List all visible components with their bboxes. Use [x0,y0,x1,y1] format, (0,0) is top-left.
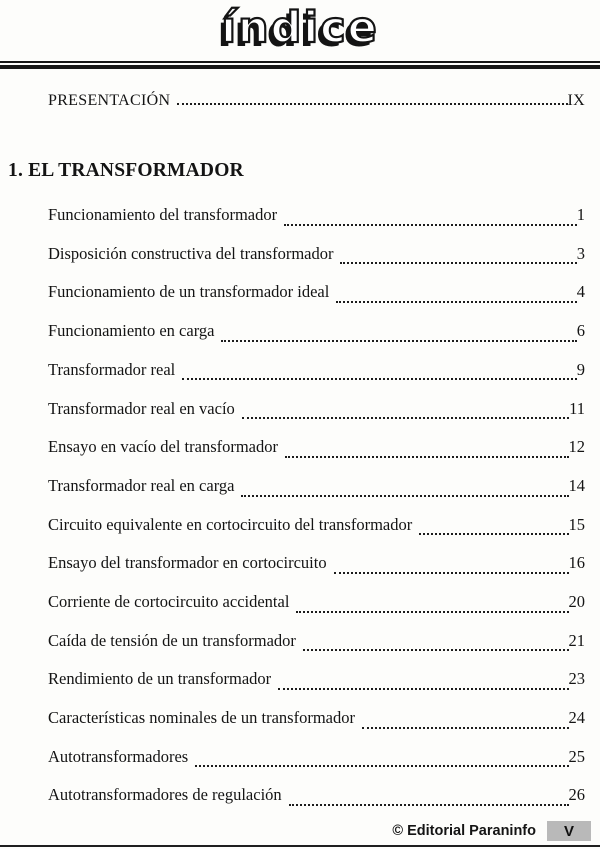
entry-label: Transformador real [48,359,176,379]
entry-label: PRESENTACIÓN [48,92,171,109]
dot-leader [242,417,569,419]
toc-entry [48,544,585,583]
toc-entry-list [48,196,585,815]
entry-page-number: 12 [568,437,585,457]
toc-entry [48,389,585,428]
toc-entry [48,506,585,545]
toc-entry-presentacion [48,92,585,110]
dot-leader [289,804,569,806]
entry-page-number: 15 [568,514,585,534]
toc-entry [48,235,585,274]
page-number-badge: V [547,821,591,841]
toc-entry [48,776,585,815]
entry-page-number: 4 [576,282,585,302]
entry-page-number: 9 [576,359,585,379]
entry-page-number: 23 [568,669,585,689]
toc-entry [48,622,585,661]
chapter-heading: 1. EL TRANSFORMADOR [8,160,244,181]
entry-label: Caída de tensión de un transformador [48,630,296,650]
dot-leader [182,378,577,380]
dot-leader [419,533,568,535]
entry-label: Transformador real en carga [48,475,235,495]
entry-label: Funcionamiento de un transformador ideal [48,282,330,302]
entry-label: Funcionamiento en carga [48,321,215,341]
toc-entry [48,660,585,699]
dot-leader [195,765,568,767]
dot-leader [177,103,567,105]
toc-entry [48,312,585,351]
entry-page-number: 20 [568,591,585,611]
entry-label: Autotransformadores de regulación [48,785,282,805]
page-footer [392,821,591,841]
entry-label: Circuito equivalente en cortocircuito del transformador [48,514,413,534]
entry-label: Disposición constructiva del transformador [48,243,334,263]
dot-leader [303,649,569,651]
page-title: índice [221,3,379,53]
entry-page-number: 24 [568,708,585,728]
bottom-rule [0,845,600,847]
entry-label: Ensayo en vacío del transformador [48,437,279,457]
entry-page-number: 16 [568,553,585,573]
toc-entry [48,273,585,312]
entry-page-number: 6 [576,321,585,341]
dot-leader [336,301,576,303]
copyright-text: © Editorial Paraninfo [392,823,536,839]
dot-leader [334,572,569,574]
entry-page-number: 14 [568,475,585,495]
entry-page-number: 21 [568,630,585,650]
toc-entry [48,351,585,390]
toc-entry [48,428,585,467]
entry-page-number: 11 [569,398,585,418]
toc-entry [48,738,585,777]
dot-leader [362,727,569,729]
dot-leader [296,611,568,613]
entry-page-number: 1 [576,205,585,225]
entry-page-number: 3 [576,243,585,263]
entry-label: Funcionamiento del transformador [48,205,278,225]
dot-leader [340,262,576,264]
entry-label: Corriente de cortocircuito accidental [48,591,290,611]
dot-leader [285,456,568,458]
toc-entry [48,196,585,235]
entry-label: Autotransformadores [48,746,189,766]
dot-leader [284,224,577,226]
entry-page-number: 26 [568,785,585,805]
dot-leader [278,688,568,690]
toc-entry [48,583,585,622]
entry-label: Ensayo del transformador en cortocircuito [48,553,327,573]
header-double-rule [0,61,600,69]
dot-leader [241,495,568,497]
toc-entry [48,467,585,506]
entry-page-number: 25 [568,746,585,766]
entry-label: Rendimiento de un transformador [48,669,272,689]
entry-page-number: IX [567,92,585,109]
entry-label: Transformador real en vacío [48,398,235,418]
dot-leader [221,340,576,342]
toc-entry [48,699,585,738]
entry-label: Características nominales de un transformador [48,708,355,728]
